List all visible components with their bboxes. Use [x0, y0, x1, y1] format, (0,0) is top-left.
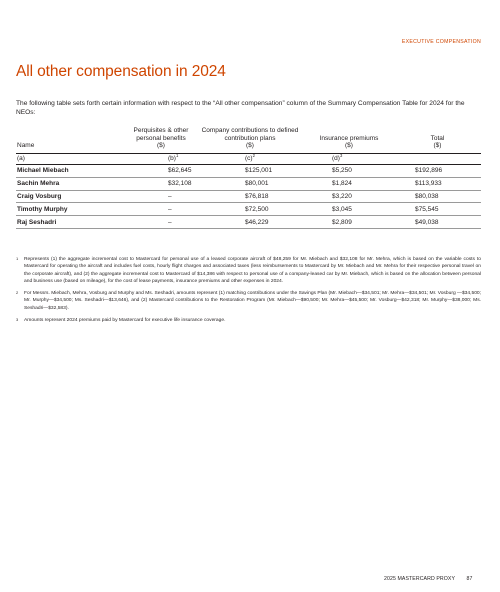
footnote-marker: 1 [16, 256, 19, 261]
column-header-perquisites: Perquisites & other personal benefits ($) [126, 127, 196, 153]
contributions-value: $76,818 [196, 190, 304, 203]
total-value: $75,545 [394, 203, 481, 216]
perquisites-value: – [126, 203, 196, 216]
footnote-1 [16, 256, 481, 285]
footnote-text: Represents (1) the aggregate incremental cost to Mastercard for personal use of a leased corporate aircraft of $48,259 for Mr. Miebach and $32,108 for Mr. Mehra, which is based on the variable costs to Mastercard for operating the aircraft and includes fuel costs, hourly flight charges and associated taxes (less reimbursements to Mastercard by Mr. Miebach and Mr. Mehra for their respective personal travel on the corporate aircraft), and (2) the aggregate incremental cost to Mastercard of $14,386 with respect to personal use of a company-leased car by Mr. Miebach, which is based on the allocation between personal and business use (based on mileage), for the cost of lease payments, insurance premiums and other expenses in 2024. [24, 257, 481, 284]
table-row [16, 216, 481, 229]
total-value: $192,896 [394, 164, 481, 177]
contributions-value: $46,229 [196, 216, 304, 229]
all-other-compensation-table [16, 127, 481, 229]
footnote-3 [16, 317, 481, 324]
table-row [16, 190, 481, 203]
contributions-value: $80,001 [196, 177, 304, 190]
intro-paragraph: The following table sets forth certain information with respect to the “All other compensation” column of the Summary Compensation Table for 2024 for the NEOs: [16, 100, 465, 117]
letter-blank [394, 153, 481, 164]
total-value: $80,038 [394, 190, 481, 203]
section-label: EXECUTIVE COMPENSATION [401, 39, 481, 45]
letter-a: (a) [16, 153, 126, 164]
perquisites-value: – [126, 216, 196, 229]
insurance-value: $3,220 [304, 190, 394, 203]
column-header-name: Name [16, 127, 126, 153]
footnote-marker: 3 [16, 317, 19, 323]
table-header-row [16, 127, 481, 153]
column-letter-row [16, 153, 481, 164]
neo-name: Sachin Mehra [16, 177, 126, 190]
footnote-text: For Messrs. Miebach, Mehra, Vosburg and Murphy and Ms. Seshadri, amounts represent (1) matching contributions under the Savings Plan (Mr. Miebach—$34,501; Mr. Mehra—$34,501; Mr. Vosburg —$34,500; Mr. Murphy—$34,500; Ms. Seshadri—$13,646), and (2) Mastercard contributions to the Restoration Program (Mr. Miebach—$90,500; Mr. Mehra—$45,500; Mr. Vosburg—$42,318; Mr. Murphy—$38,000; Ms. Seshadri—$32,583). [24, 291, 481, 311]
contributions-value: $72,500 [196, 203, 304, 216]
letter-c: $(c)^2$ [196, 153, 304, 164]
letter-b: $(b)^1$ [126, 153, 196, 164]
page-title: All other compensation in 2024 [16, 63, 226, 80]
column-header-insurance: Insurance premiums ($) [304, 127, 394, 153]
perquisites-value: $32,108 [126, 177, 196, 190]
column-header-contributions: Company contributions to defined contribution plans ($) [196, 127, 304, 153]
total-value: $49,038 [394, 216, 481, 229]
insurance-value: $1,824 [304, 177, 394, 190]
footnote-2 [16, 290, 481, 312]
perquisites-value: $62,645 [126, 164, 196, 177]
footnotes [16, 256, 481, 329]
insurance-value: $2,809 [304, 216, 394, 229]
footnote-marker: 2 [16, 290, 19, 296]
table-row [16, 164, 481, 177]
page-number: 87 [466, 576, 473, 582]
footnote-text: Amounts represent 2024 premiums paid by Mastercard for executive life insurance coverage. [24, 318, 226, 324]
table-row [16, 177, 481, 190]
total-value: $113,933 [394, 177, 481, 190]
letter-d: $(d)^3$ [304, 153, 394, 164]
neo-name: Michael Miebach [16, 164, 126, 177]
page-footer [384, 576, 472, 582]
footer-label: 2025 MASTERCARD PROXY [384, 576, 455, 582]
insurance-value: $5,250 [304, 164, 394, 177]
column-header-total: Total ($) [394, 127, 481, 153]
neo-name: Raj Seshadri [16, 216, 126, 229]
table-row [16, 203, 481, 216]
perquisites-value: – [126, 190, 196, 203]
insurance-value: $3,045 [304, 203, 394, 216]
neo-name: Timothy Murphy [16, 203, 126, 216]
neo-name: Craig Vosburg [16, 190, 126, 203]
contributions-value: $125,001 [196, 164, 304, 177]
